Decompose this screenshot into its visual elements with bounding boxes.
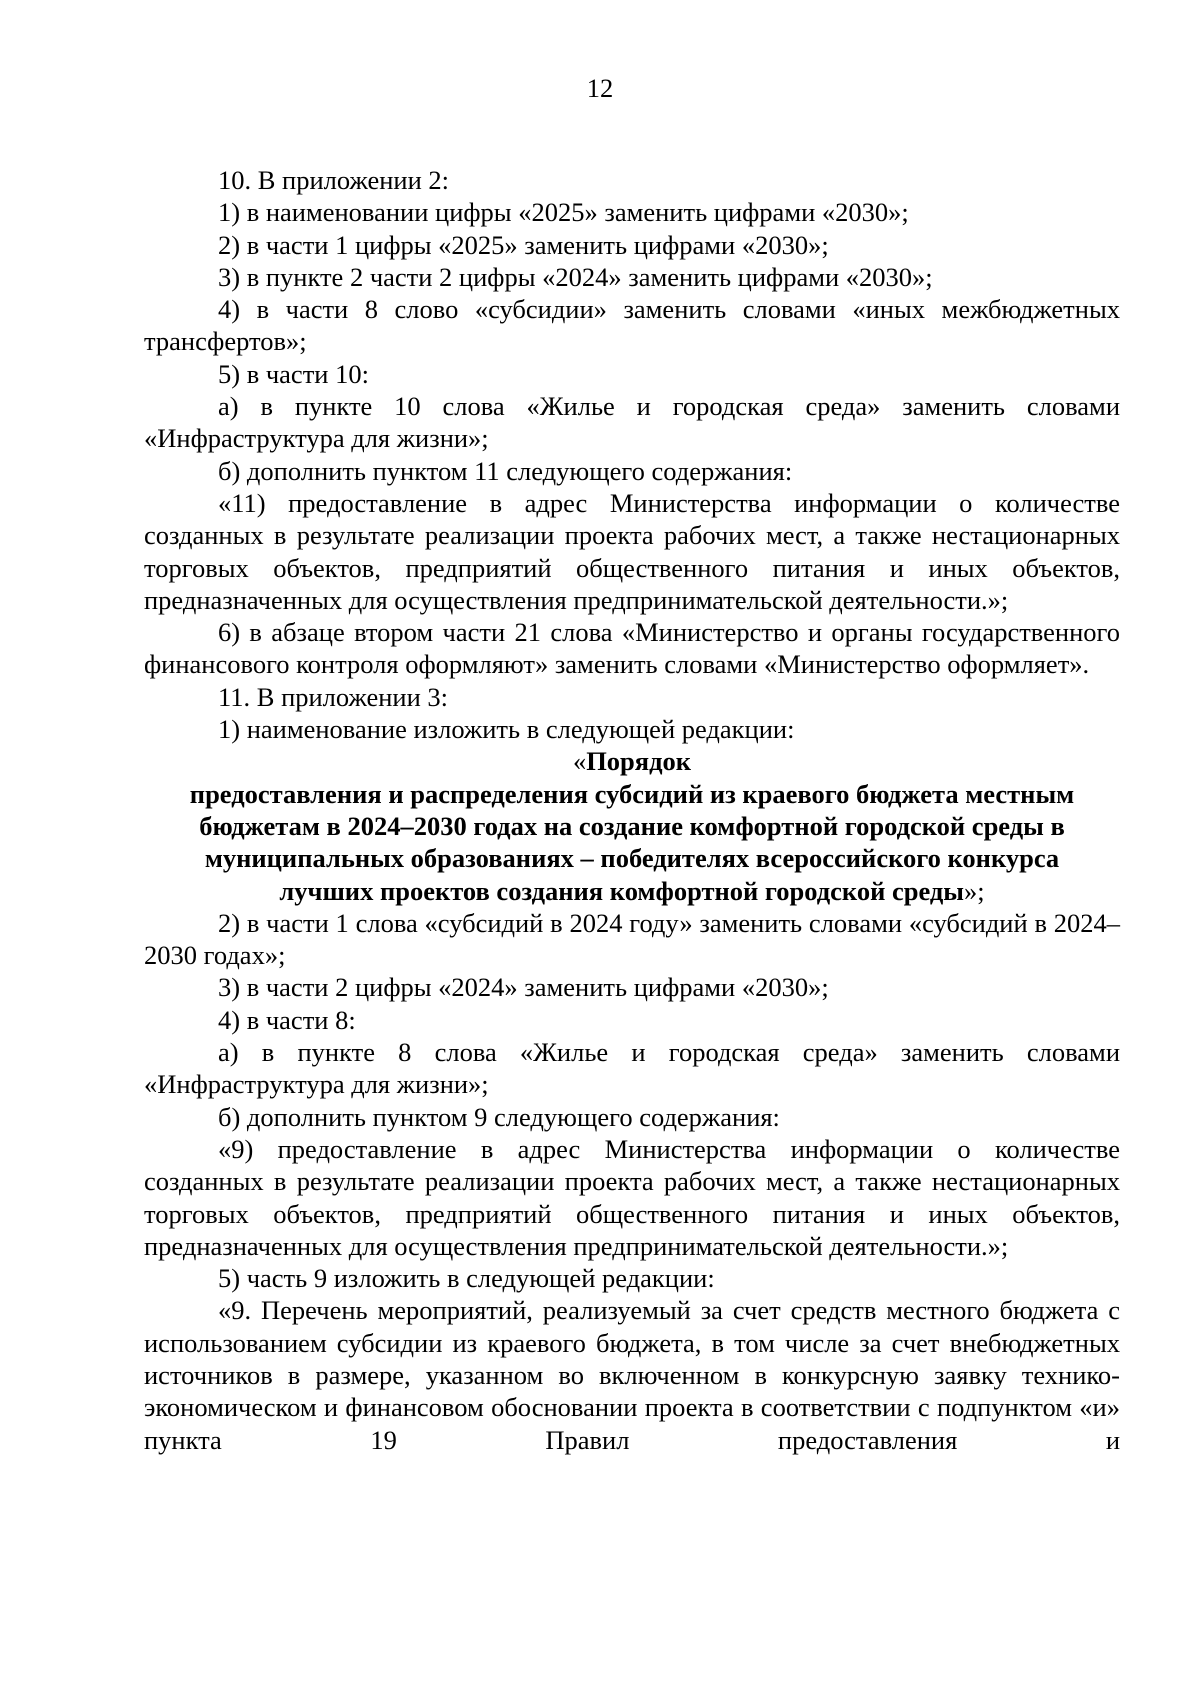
document-body	[144, 164, 1120, 1456]
paragraph: 5) часть 9 изложить в следующей редакции:	[218, 1263, 715, 1294]
paragraph: б) дополнить пунктом 11 следующего содержания:	[218, 455, 793, 486]
title-line-5: лучших проектов создания комфортной городской среды»;	[279, 875, 985, 906]
section-title	[144, 745, 1120, 906]
paragraph: 6) в абзаце втором части 21 слова «Министерство и органы государственного финансового контроля оформляют» заменить словами «Министерство оформляет».	[144, 617, 1120, 680]
paragraph: а) в пункте 8 слова «Жилье и городская среда» заменить словами «Инфраструктура для жизни»;	[144, 1037, 1120, 1100]
title-open-quote: «	[572, 746, 587, 777]
paragraph: 4) в части 8 слово «субсидии» заменить словами «иных межбюджетных трансфертов»;	[144, 294, 1120, 357]
paragraph: «11) предоставление в адрес Министерства информации о количестве созданных в результате реализации проекта рабочих мест, а также нестационарных торговых объектов, предприятий общественного питания и иных объектов, предназначенных для осуществления предпринимательской деятельности.»;	[144, 487, 1120, 615]
paragraph: «9) предоставление в адрес Министерства информации о количестве созданных в результате реализации проекта рабочих мест, а также нестационарных торговых объектов, предприятий общественного питания и иных объектов, предназначенных для осуществления предпринимательской деятельности.»;	[144, 1133, 1120, 1261]
paragraph: 3) в части 2 цифры «2024» заменить цифрами «2030»;	[218, 972, 829, 1003]
paragraph: 2) в части 1 слова «субсидий в 2024 году» заменить словами «субсидий в 2024–2030 годах»;	[144, 907, 1120, 971]
paragraph: 11. В приложении 3:	[218, 681, 448, 712]
page-number: 12	[586, 73, 614, 103]
paragraph: 2) в части 1 цифры «2025» заменить цифрами «2030»;	[218, 229, 829, 260]
paragraph: «9. Перечень мероприятий, реализуемый за счет средств местного бюджета с использованием субсидии из краевого бюджета, в том числе за счет внебюджетных источников в размере, указанном во включенном в конкурсную заявку технико-экономическом и финансовом обосновании проекта в соответствии с подпунктом «и» пункта 19 Правил предоставления и	[144, 1295, 1120, 1455]
paragraph: 4) в части 8:	[218, 1004, 356, 1035]
paragraph: б) дополнить пунктом 9 следующего содержания:	[218, 1101, 780, 1132]
title-close-quote: »;	[963, 875, 985, 906]
title-line-3: бюджетам в 2024–2030 годах на создание комфортной городской среды в	[199, 810, 1065, 841]
paragraph: 10. В приложении 2:	[218, 165, 449, 195]
paragraph: 1) в наименовании цифры «2025» заменить цифрами «2030»;	[218, 197, 909, 228]
title-line-2: предоставления и распределения субсидий из краевого бюджета местным	[189, 778, 1075, 809]
paragraph: 1) наименование изложить в следующей редакции:	[218, 714, 795, 745]
paragraph: 3) в пункте 2 части 2 цифры «2024» заменить цифрами «2030»;	[218, 261, 933, 292]
title-line-1: «Порядок	[572, 746, 692, 777]
paragraph: 5) в части 10:	[218, 358, 369, 389]
paragraph: а) в пункте 10 слова «Жилье и городская среда» заменить словами «Инфраструктура для жизни»;	[144, 391, 1120, 454]
title-line-4: муниципальных образованиях – победителях всероссийского конкурса	[204, 843, 1060, 874]
